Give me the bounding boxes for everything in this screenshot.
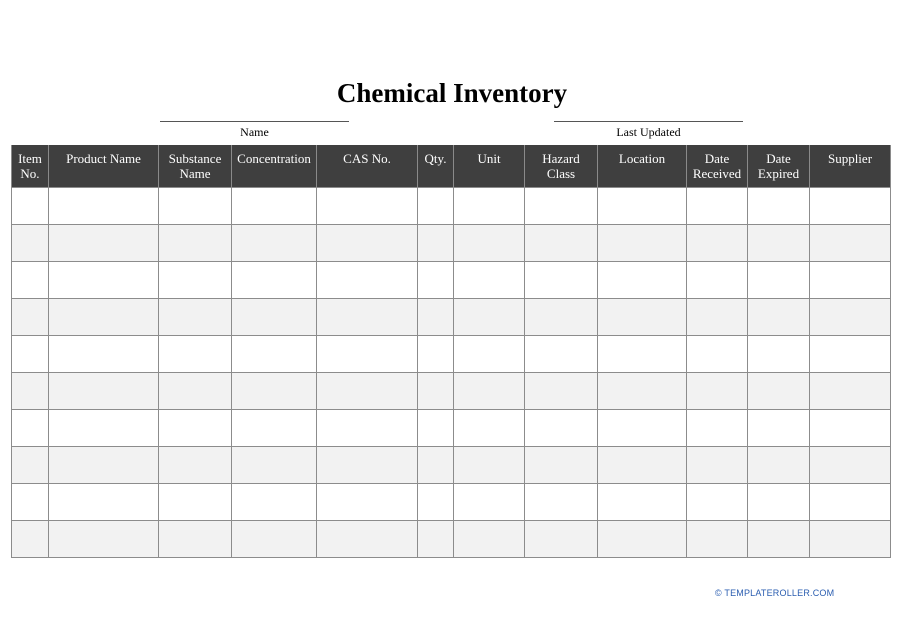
table-cell[interactable]: [810, 225, 891, 262]
table-cell[interactable]: [418, 299, 454, 336]
table-row: [12, 373, 891, 410]
table-cell[interactable]: [598, 447, 687, 484]
table-cell[interactable]: [49, 521, 159, 558]
table-cell[interactable]: [418, 225, 454, 262]
inventory-table: [11, 145, 891, 558]
table-cell[interactable]: [232, 521, 317, 558]
table-row: [12, 188, 891, 225]
table-cell[interactable]: [159, 410, 232, 447]
table-cell[interactable]: [810, 188, 891, 225]
table-cell[interactable]: [49, 336, 159, 373]
col-header-qty: Qty.: [418, 145, 454, 188]
table-cell[interactable]: [525, 484, 598, 521]
table-cell[interactable]: [454, 447, 525, 484]
table-cell[interactable]: [232, 373, 317, 410]
table-cell[interactable]: [748, 410, 810, 447]
table-cell[interactable]: [317, 373, 418, 410]
table-cell[interactable]: [232, 484, 317, 521]
table-cell[interactable]: [317, 447, 418, 484]
table-cell[interactable]: [159, 447, 232, 484]
table-cell[interactable]: [525, 336, 598, 373]
table-cell[interactable]: [525, 262, 598, 299]
table-cell[interactable]: [12, 299, 49, 336]
table-cell[interactable]: [12, 373, 49, 410]
table-cell[interactable]: [525, 521, 598, 558]
name-label: Name: [240, 125, 269, 139]
table-cell[interactable]: [598, 410, 687, 447]
table-cell[interactable]: [418, 447, 454, 484]
table-cell[interactable]: [317, 410, 418, 447]
table-cell[interactable]: [418, 410, 454, 447]
table-cell[interactable]: [748, 299, 810, 336]
table-cell[interactable]: [454, 484, 525, 521]
table-cell[interactable]: [317, 484, 418, 521]
name-signature-line: [160, 121, 349, 122]
table-row: [12, 336, 891, 373]
table-cell[interactable]: [317, 225, 418, 262]
table-cell[interactable]: [418, 262, 454, 299]
table-cell[interactable]: [159, 225, 232, 262]
table-cell[interactable]: [810, 336, 891, 373]
table-cell[interactable]: [49, 484, 159, 521]
table-cell[interactable]: [12, 521, 49, 558]
table-cell[interactable]: [12, 336, 49, 373]
table-cell[interactable]: [525, 410, 598, 447]
table-cell[interactable]: [12, 484, 49, 521]
last-updated-signature-line: [554, 121, 743, 122]
table-cell[interactable]: [49, 225, 159, 262]
table-cell[interactable]: [748, 521, 810, 558]
table-cell[interactable]: [687, 447, 748, 484]
table-cell[interactable]: [12, 447, 49, 484]
table-cell[interactable]: [687, 484, 748, 521]
table-cell[interactable]: [748, 262, 810, 299]
table-row: [12, 225, 891, 262]
table-cell[interactable]: [598, 521, 687, 558]
table-row: [12, 262, 891, 299]
table-body: [12, 188, 891, 558]
table-cell[interactable]: [687, 336, 748, 373]
table-row: [12, 484, 891, 521]
table-cell[interactable]: [598, 262, 687, 299]
table-cell[interactable]: [49, 447, 159, 484]
table-cell[interactable]: [687, 299, 748, 336]
table-cell[interactable]: [525, 225, 598, 262]
table-cell[interactable]: [598, 225, 687, 262]
table-cell[interactable]: [232, 188, 317, 225]
table-cell[interactable]: [418, 521, 454, 558]
table-cell[interactable]: [49, 299, 159, 336]
table-cell[interactable]: [418, 484, 454, 521]
name-field[interactable]: [160, 121, 349, 140]
table-cell[interactable]: [12, 225, 49, 262]
table-cell[interactable]: [525, 447, 598, 484]
table-cell[interactable]: [317, 188, 418, 225]
table-cell[interactable]: [317, 336, 418, 373]
table-cell[interactable]: [598, 336, 687, 373]
table-cell[interactable]: [12, 188, 49, 225]
document-title: Chemical Inventory: [336, 78, 568, 108]
table-cell[interactable]: [232, 225, 317, 262]
table-cell[interactable]: [687, 262, 748, 299]
table-cell[interactable]: [598, 188, 687, 225]
table-cell[interactable]: [748, 188, 810, 225]
table-cell[interactable]: [810, 410, 891, 447]
table-cell[interactable]: [49, 410, 159, 447]
table-cell[interactable]: [687, 521, 748, 558]
table-cell[interactable]: [810, 299, 891, 336]
col-header-date-received: Date Received: [687, 145, 748, 188]
table-cell[interactable]: [598, 373, 687, 410]
table-cell[interactable]: [454, 521, 525, 558]
table-cell[interactable]: [687, 225, 748, 262]
table-row: [12, 447, 891, 484]
header-row: [12, 145, 891, 188]
col-header-location: Location: [598, 145, 687, 188]
table-row: [12, 521, 891, 558]
table-cell[interactable]: [525, 188, 598, 225]
table-cell[interactable]: [49, 373, 159, 410]
table-cell[interactable]: [454, 336, 525, 373]
table-cell[interactable]: [49, 188, 159, 225]
table-cell[interactable]: [454, 410, 525, 447]
col-header-hazard-class: Hazard Class: [525, 145, 598, 188]
last-updated-field[interactable]: [554, 121, 743, 140]
table-cell[interactable]: [159, 373, 232, 410]
table-cell[interactable]: [232, 447, 317, 484]
table-cell[interactable]: [12, 410, 49, 447]
table-row: [12, 410, 891, 447]
table-cell[interactable]: [454, 225, 525, 262]
last-updated-label: Last Updated: [616, 125, 681, 139]
table-cell[interactable]: [810, 373, 891, 410]
table-cell[interactable]: [748, 484, 810, 521]
table-cell[interactable]: [748, 447, 810, 484]
table-cell[interactable]: [418, 373, 454, 410]
table-cell[interactable]: [525, 299, 598, 336]
col-header-date-expired: Date Expired: [748, 145, 810, 188]
table-cell[interactable]: [232, 299, 317, 336]
table-cell[interactable]: [418, 188, 454, 225]
table-cell[interactable]: [454, 373, 525, 410]
table-cell[interactable]: [317, 521, 418, 558]
col-header-product-name: Product Name: [49, 145, 159, 188]
col-header-unit: Unit: [454, 145, 525, 188]
table-cell[interactable]: [748, 336, 810, 373]
table-cell[interactable]: [159, 299, 232, 336]
table-cell[interactable]: [810, 484, 891, 521]
table-cell[interactable]: [159, 521, 232, 558]
col-header-item-no: Item No.: [12, 145, 49, 188]
table-cell[interactable]: [232, 336, 317, 373]
table-cell[interactable]: [232, 262, 317, 299]
table-cell[interactable]: [159, 484, 232, 521]
table-cell[interactable]: [49, 262, 159, 299]
table-cell[interactable]: [159, 188, 232, 225]
table-cell[interactable]: [810, 521, 891, 558]
table-cell[interactable]: [687, 188, 748, 225]
table-cell[interactable]: [525, 373, 598, 410]
table-cell[interactable]: [12, 262, 49, 299]
col-header-substance-name: Substance Name: [159, 145, 232, 188]
table-cell[interactable]: [454, 262, 525, 299]
table-cell[interactable]: [810, 447, 891, 484]
table-cell[interactable]: [232, 410, 317, 447]
table-cell[interactable]: [748, 225, 810, 262]
table-cell[interactable]: [317, 299, 418, 336]
table-cell[interactable]: [418, 336, 454, 373]
col-header-supplier: Supplier: [810, 145, 891, 188]
table-cell[interactable]: [598, 484, 687, 521]
col-header-cas-no: CAS No.: [317, 145, 418, 188]
table-cell[interactable]: [454, 188, 525, 225]
table-cell[interactable]: [159, 262, 232, 299]
table-cell[interactable]: [598, 299, 687, 336]
footer-credit[interactable]: © TEMPLATEROLLER.COM: [715, 588, 835, 598]
table-cell[interactable]: [687, 410, 748, 447]
col-header-concentration: Concentration: [232, 145, 317, 188]
table-cell[interactable]: [317, 262, 418, 299]
table-cell[interactable]: [159, 336, 232, 373]
table-cell[interactable]: [687, 373, 748, 410]
table-cell[interactable]: [748, 373, 810, 410]
table-row: [12, 299, 891, 336]
table-cell[interactable]: [810, 262, 891, 299]
table-cell[interactable]: [454, 299, 525, 336]
